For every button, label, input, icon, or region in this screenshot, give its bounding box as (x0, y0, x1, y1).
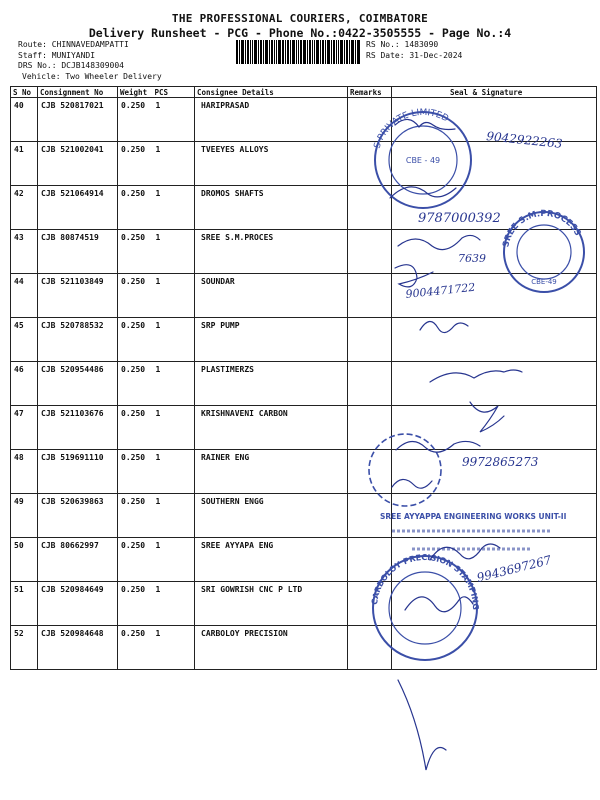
cell-sno: 42 (11, 186, 38, 230)
stamp-1-arc-text: S PRIVATE LIMITED (372, 107, 451, 150)
runsheet-subtitle: Delivery Runsheet - PCG - Phone No.:0422-3505555 - Page No.:4 (88, 26, 512, 40)
cell-remarks (348, 626, 392, 670)
cell-consignment: CJB 80662997 (38, 538, 118, 582)
cell-signature (392, 362, 597, 406)
cell-sno: 47 (11, 406, 38, 450)
cell-signature (392, 494, 597, 538)
cell-pcs: 1 (153, 186, 195, 230)
cell-pcs: 1 (153, 582, 195, 626)
cell-signature (392, 230, 597, 274)
table-header-row (11, 87, 597, 98)
table-row (11, 274, 597, 318)
table-row (11, 406, 597, 450)
cell-consignment: CJB 520817021 (38, 98, 118, 142)
col-header-sno: S No (11, 87, 38, 98)
table-row (11, 362, 597, 406)
cell-remarks (348, 362, 392, 406)
cell-weight: 0.250 (118, 406, 153, 450)
barcode (236, 40, 360, 64)
cell-signature (392, 450, 597, 494)
route: Route: CHINNAVEDAMPATTI (18, 40, 129, 49)
handwritten-number-1: 9042922263 (485, 129, 564, 151)
table-row (11, 626, 597, 670)
rs-no: RS No.: 1483090 (366, 40, 439, 49)
cell-signature (392, 626, 597, 670)
col-header-consignee: Consignee Details (195, 87, 348, 98)
cell-remarks (348, 406, 392, 450)
table-row (11, 582, 597, 626)
cell-consignee: SOUTHERN ENGG (195, 494, 348, 538)
table-row (11, 538, 597, 582)
cell-sno: 43 (11, 230, 38, 274)
cell-remarks (348, 494, 392, 538)
cell-remarks (348, 450, 392, 494)
stamp-2-center: CBE-49 (531, 278, 557, 286)
cell-remarks (348, 98, 392, 142)
cell-consignee: SRI GOWRISH CNC P LTD (195, 582, 348, 626)
cell-pcs: 1 (153, 450, 195, 494)
cell-signature (392, 406, 597, 450)
cell-sno: 50 (11, 538, 38, 582)
cell-pcs: 1 (153, 406, 195, 450)
cell-consignment: CJB 520788532 (38, 318, 118, 362)
col-header-pcs: PCS (153, 87, 195, 98)
cell-pcs: 1 (153, 318, 195, 362)
cell-consignee: RAINER ENG (195, 450, 348, 494)
table-row (11, 142, 597, 186)
cell-consignment: CJB 521002041 (38, 142, 118, 186)
cell-sno: 51 (11, 582, 38, 626)
col-header-signature: Seal & Signature (392, 87, 597, 98)
cell-weight: 0.250 (118, 186, 153, 230)
cell-signature (392, 142, 597, 186)
vehicle: Vehicle: Two Wheeler Delivery (22, 71, 162, 81)
col-header-consignment: Consignment No (38, 87, 118, 98)
cell-signature (392, 318, 597, 362)
cell-sno: 48 (11, 450, 38, 494)
cell-signature (392, 98, 597, 142)
handwritten-number-3: 7639 (458, 252, 486, 265)
cell-consignee: SOUNDAR (195, 274, 348, 318)
cell-signature (392, 274, 597, 318)
cell-sno: 41 (11, 142, 38, 186)
drs-no: DRS No.: DCJB148309004 (18, 61, 124, 70)
table-row (11, 318, 597, 362)
stamp-1-center: CBE - 49 (405, 156, 441, 165)
cell-weight: 0.250 (118, 362, 153, 406)
table-row (11, 98, 597, 142)
col-header-weight: Weight (118, 87, 153, 98)
cell-weight: 0.250 (118, 230, 153, 274)
cell-pcs: 1 (153, 142, 195, 186)
cell-consignee: HARIPRASAD (195, 98, 348, 142)
cell-pcs: 1 (153, 98, 195, 142)
cell-pcs: 1 (153, 362, 195, 406)
cell-sno: 40 (11, 98, 38, 142)
handwritten-number-6: 9943697267 (475, 552, 553, 585)
handwritten-number-2: 9787000392 (418, 211, 501, 226)
runsheet-table (10, 86, 597, 670)
table-row (11, 186, 597, 230)
cell-weight: 0.250 (118, 538, 153, 582)
table-row (11, 230, 597, 274)
cell-weight: 0.250 (118, 142, 153, 186)
cell-signature (392, 538, 597, 582)
cell-weight: 0.250 (118, 274, 153, 318)
cell-consignee: TVEEYES ALLOYS (195, 142, 348, 186)
cell-consignment: CJB 519691110 (38, 450, 118, 494)
cell-remarks (348, 274, 392, 318)
cell-sno: 49 (11, 494, 38, 538)
cell-consignment: CJB 521103676 (38, 406, 118, 450)
handwritten-number-4: 9004471722 (404, 280, 476, 301)
cell-consignee: KRISHNAVENI CARBON (195, 406, 348, 450)
handwritten-number-5: 9972865273 (462, 455, 539, 469)
cell-sno: 45 (11, 318, 38, 362)
cell-consignment: CJB 520984648 (38, 626, 118, 670)
cell-consignee: SREE S.M.PROCES (195, 230, 348, 274)
cell-signature (392, 582, 597, 626)
cell-weight: 0.250 (118, 318, 153, 362)
cell-signature (392, 186, 597, 230)
stamp-4-arc-text: CARBOLOY PRECISION STAMPING (370, 552, 481, 611)
company-title: THE PROFESSIONAL COURIERS, COIMBATORE (171, 12, 429, 25)
stamp-2-arc-text: SREE S.M.PROCESS (501, 208, 583, 249)
cell-remarks (348, 318, 392, 362)
cell-sno: 52 (11, 626, 38, 670)
cell-consignment: CJB 520639863 (38, 494, 118, 538)
cell-consignee: DROMOS SHAFTS (195, 186, 348, 230)
cell-remarks (348, 230, 392, 274)
cell-remarks (348, 582, 392, 626)
table-row (11, 450, 597, 494)
cell-pcs: 1 (153, 274, 195, 318)
meta-left (18, 40, 162, 82)
cell-consignment: CJB 521064914 (38, 186, 118, 230)
cell-consignment: CJB 520984649 (38, 582, 118, 626)
cell-weight: 0.250 (118, 494, 153, 538)
cell-remarks (348, 186, 392, 230)
rs-date: RS Date: 31-Dec-2024 (366, 50, 463, 60)
cell-pcs: 1 (153, 494, 195, 538)
cell-consignee: PLASTIMERZS (195, 362, 348, 406)
cell-consignee: SRP PUMP (195, 318, 348, 362)
cell-remarks (348, 142, 392, 186)
cell-consignment: CJB 80874519 (38, 230, 118, 274)
cell-pcs: 1 (153, 626, 195, 670)
stamp-3-text: SREE AYYAPPA ENGINEERING WORKS UNIT-II (380, 512, 567, 521)
cell-pcs: 1 (153, 230, 195, 274)
cell-weight: 0.250 (118, 98, 153, 142)
col-header-remarks: Remarks (348, 87, 392, 98)
runsheet-body (11, 98, 597, 670)
cell-sno: 44 (11, 274, 38, 318)
cell-consignment: CJB 521103849 (38, 274, 118, 318)
cell-consignee: SREE AYYAPA ENG (195, 538, 348, 582)
table-row (11, 494, 597, 538)
cell-weight: 0.250 (118, 626, 153, 670)
cell-consignment: CJB 520954486 (38, 362, 118, 406)
cell-sno: 46 (11, 362, 38, 406)
cell-weight: 0.250 (118, 582, 153, 626)
meta-right (366, 40, 462, 61)
cell-weight: 0.250 (118, 450, 153, 494)
cell-pcs: 1 (153, 538, 195, 582)
cell-remarks (348, 538, 392, 582)
staff: Staff: MUNIYANDI (18, 50, 96, 60)
cell-consignee: CARBOLOY PRECISION (195, 626, 348, 670)
